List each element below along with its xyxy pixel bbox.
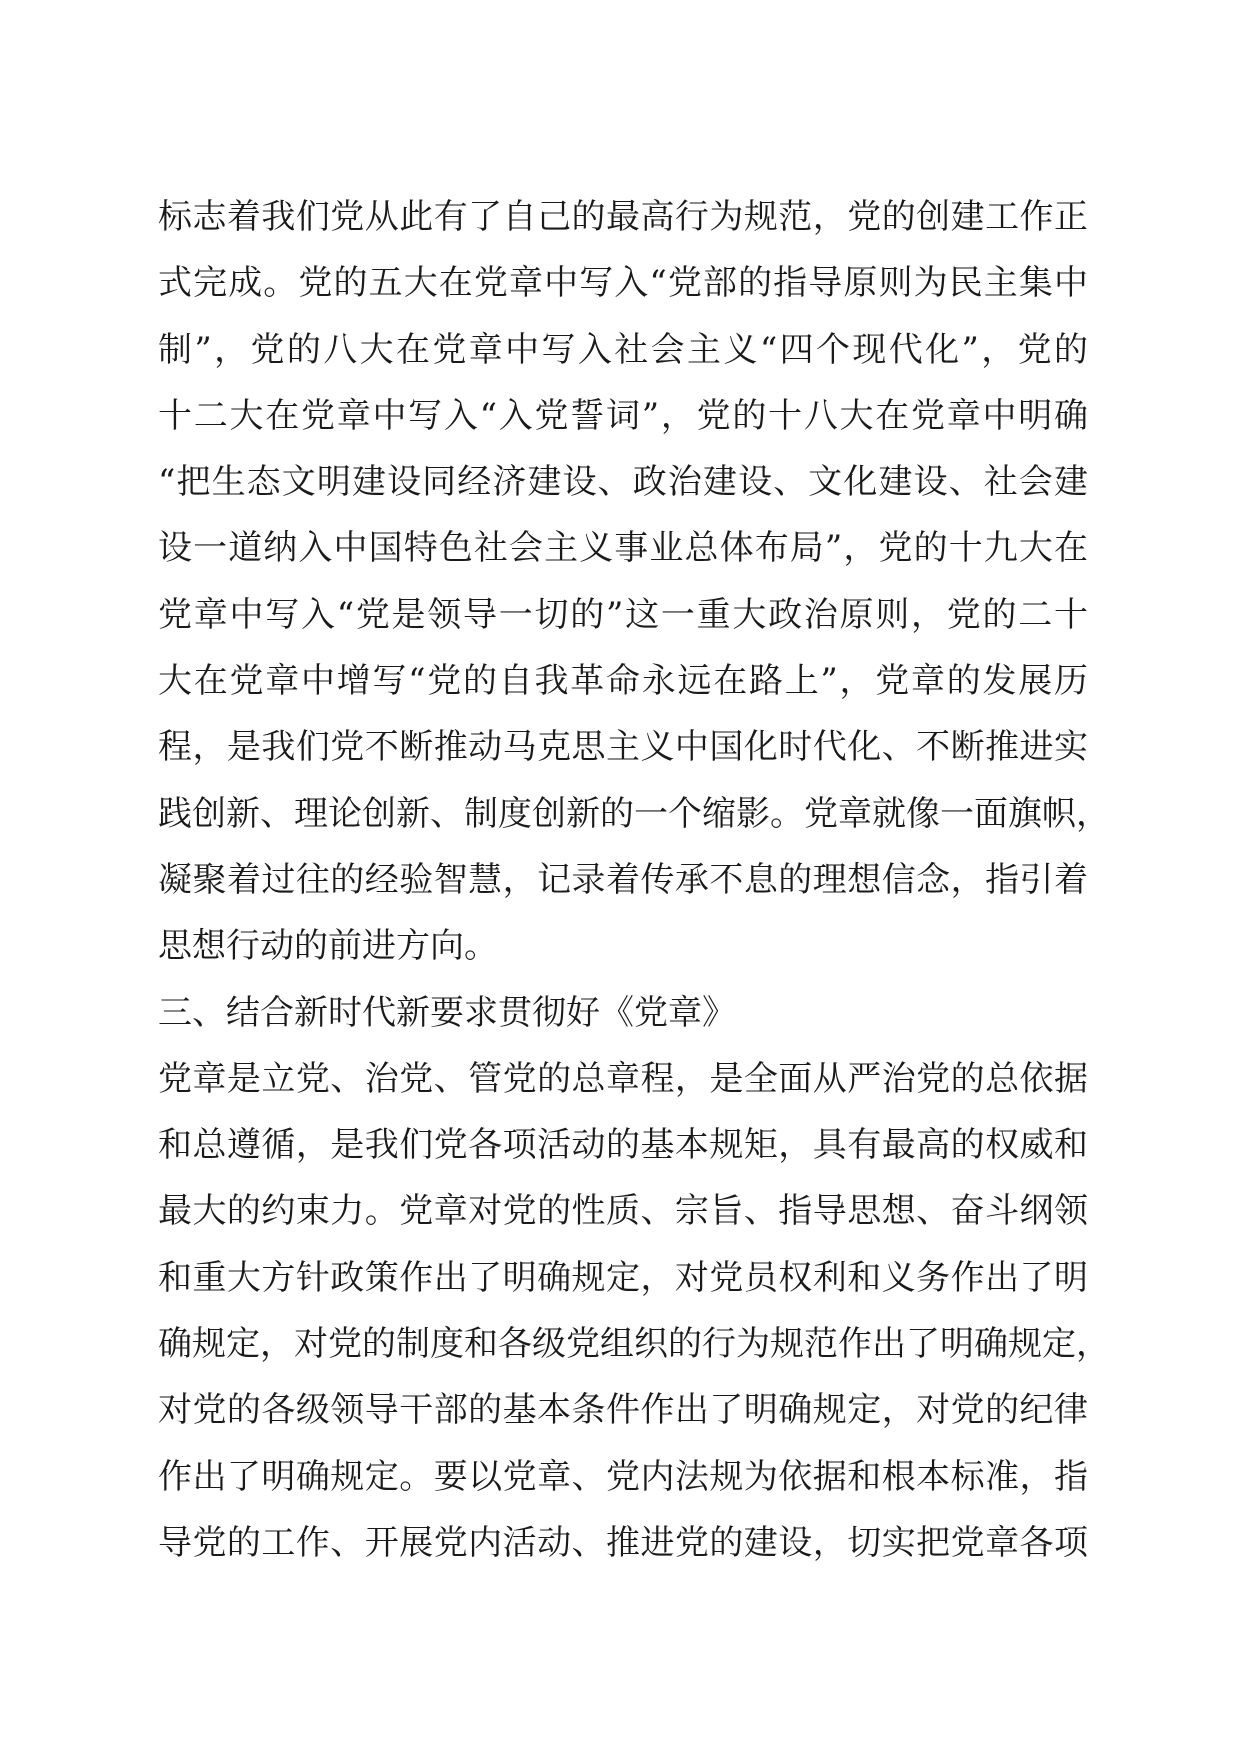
paragraph-line: 大在党章中增写“党的自我革命永远在路上”，党章的发展历 xyxy=(158,661,1088,702)
paragraph-line: 对党的各级领导干部的基本条件作出了明确规定，对党的纪律 xyxy=(158,1390,1088,1431)
paragraph-line: 程，是我们党不断推动马克思主义中国化时代化、不断推进实 xyxy=(158,727,1088,768)
paragraph-line: 导党的工作、开展党内活动、推进党的建设，切实把党章各项 xyxy=(158,1522,1088,1563)
paragraph-line: 作出了明确规定。要以党章、党内法规为依据和根本标准，指 xyxy=(158,1456,1088,1497)
paragraph-last-line: 思想行动的前进方向。 xyxy=(158,926,498,967)
paragraph-line: 最大的约束力。党章对党的性质、宗旨、指导思想、奋斗纲领 xyxy=(158,1191,1088,1232)
paragraph-line: 十二大在党章中写入“入党誓词”，党的十八大在党章中明确 xyxy=(158,395,1088,436)
paragraph-line: 和总遵循，是我们党各项活动的基本规矩，具有最高的权威和 xyxy=(158,1125,1088,1166)
paragraph-line: 凝聚着过往的经验智慧，记录着传承不息的理想信念，指引着 xyxy=(158,859,1088,900)
paragraph-line: 确规定，对党的制度和各级党组织的行为规范作出了明确规定， xyxy=(158,1324,1110,1365)
paragraph-line: 设一道纳入中国特色社会主义事业总体布局”，党的十九大在 xyxy=(158,528,1088,569)
paragraph-line: 式完成。党的五大在党章中写入“党部的指导原则为民主集中 xyxy=(158,263,1088,304)
section-heading: 三、结合新时代新要求贯彻好《党章》 xyxy=(158,992,736,1033)
document-body xyxy=(158,184,1110,1576)
paragraph-line: “把生态文明建设同经济建设、政治建设、文化建设、社会建 xyxy=(158,462,1088,503)
paragraph-line: 和重大方针政策作出了明确规定，对党员权利和义务作出了明 xyxy=(158,1257,1088,1298)
paragraph-line: 制”，党的八大在党章中写入社会主义“四个现代化”，党的 xyxy=(158,329,1088,370)
paragraph-line: 标志着我们党从此有了自己的最高行为规范，党的创建工作正 xyxy=(158,197,1088,237)
paragraph-line: 党章中写入“党是领导一切的”这一重大政治原则，党的二十 xyxy=(158,594,1088,635)
paragraph-line: 践创新、理论创新、制度创新的一个缩影。党章就像一面旗帜， xyxy=(158,793,1110,834)
paragraph-line: 党章是立党、治党、管党的总章程，是全面从严治党的总依据 xyxy=(158,1058,1088,1099)
